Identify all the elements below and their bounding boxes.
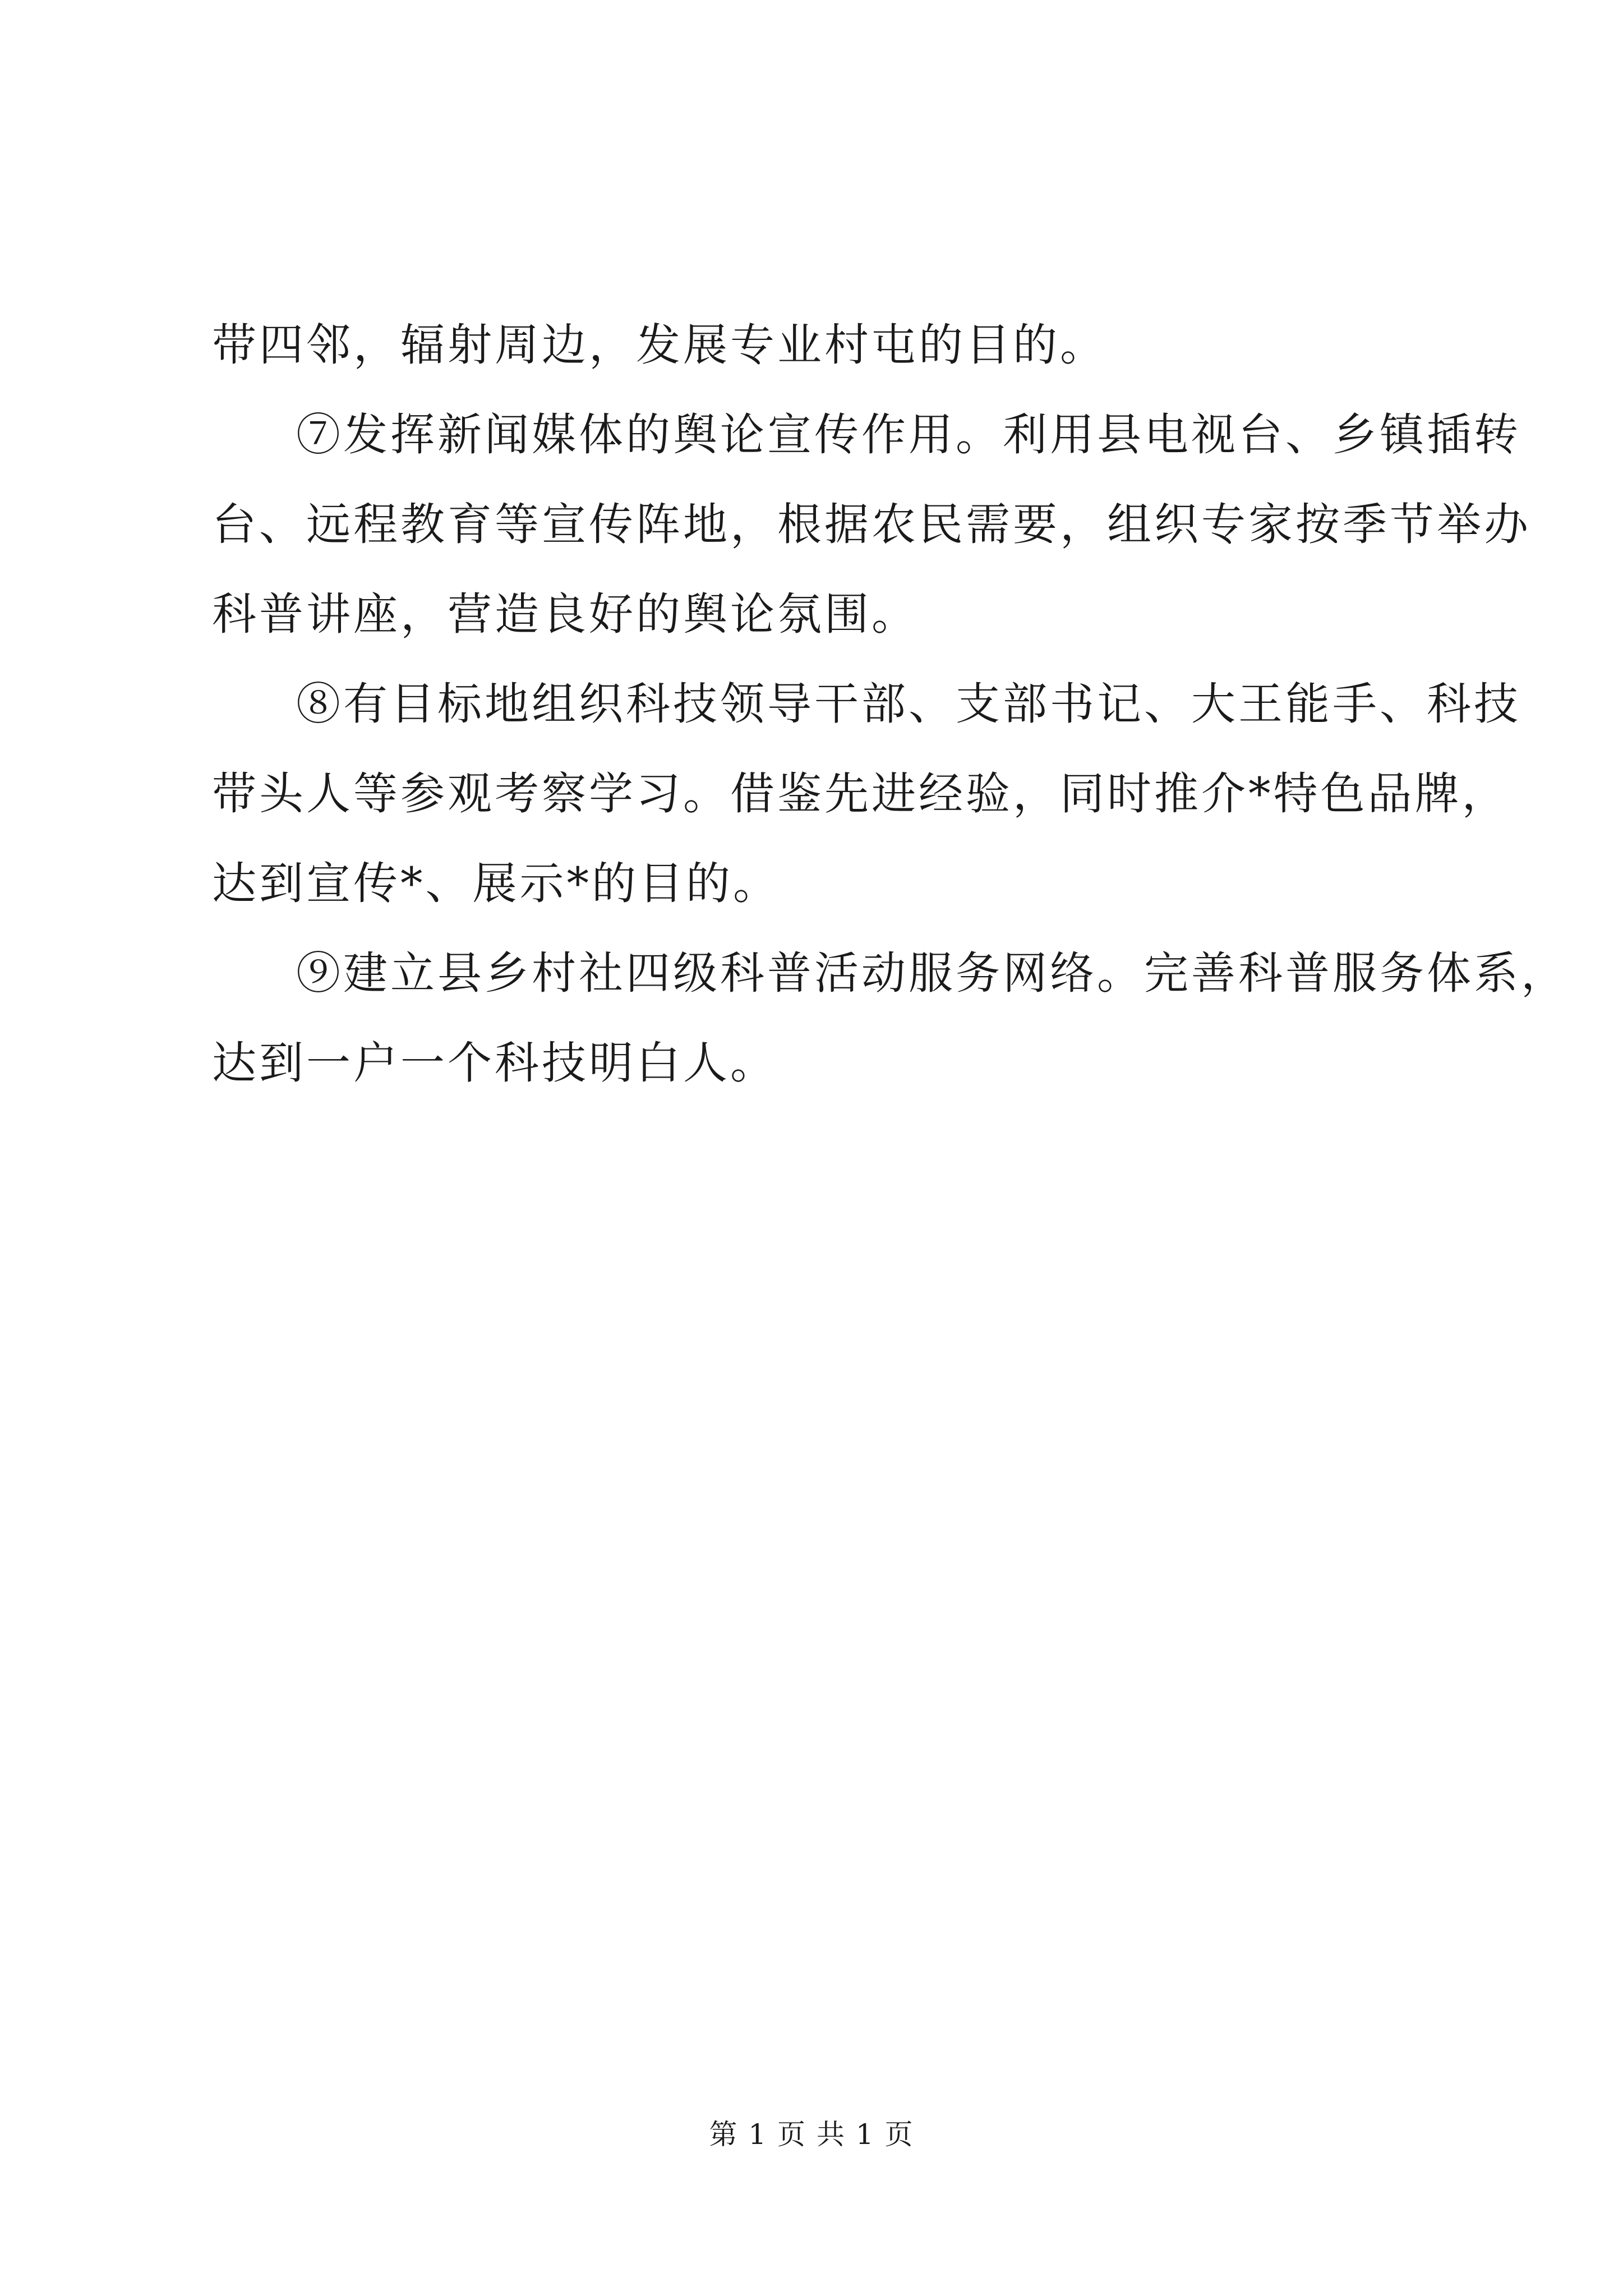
paragraph-line (212, 659, 1521, 749)
line-text: ⑧有目标地组织科技领导干部、支部书记、大王能手、科技 (296, 678, 1521, 730)
paragraph-line (212, 928, 1568, 1018)
line-text: 科普讲座，营造良好的舆论氛围。 (212, 588, 919, 640)
line-text: 台、远程教育等宣传阵地，根据农民需要，组织专家按季节举办 (212, 499, 1531, 550)
line-text: 带头人等参观考察学习。借鉴先进经验，同时推介*特色品牌， (212, 768, 1509, 820)
paragraph-line (212, 569, 1423, 659)
page-footer: 第 1 页 共 1 页 (709, 2118, 914, 2151)
line-text: ⑦发挥新闻媒体的舆论宣传作用。利用县电视台、乡镇插转 (296, 409, 1521, 461)
line-text: 带四邻，辐射周边，发展专业村屯的目的。 (212, 319, 1107, 371)
paragraph-line (212, 480, 1531, 569)
document-body (212, 300, 1568, 1108)
line-text: 达到宣传*、展示*的目的。 (212, 858, 780, 909)
paragraph-line (212, 839, 1423, 928)
paragraph-line (212, 390, 1521, 480)
line-text: 达到一户一个科技明白人。 (212, 1037, 777, 1089)
line-text: ⑨建立县乡村社四级科普活动服务网络。完善科普服务体系， (296, 947, 1568, 999)
paragraph-line (212, 1018, 1423, 1108)
paragraph-line (212, 749, 1509, 839)
paragraph-line (212, 300, 1423, 390)
